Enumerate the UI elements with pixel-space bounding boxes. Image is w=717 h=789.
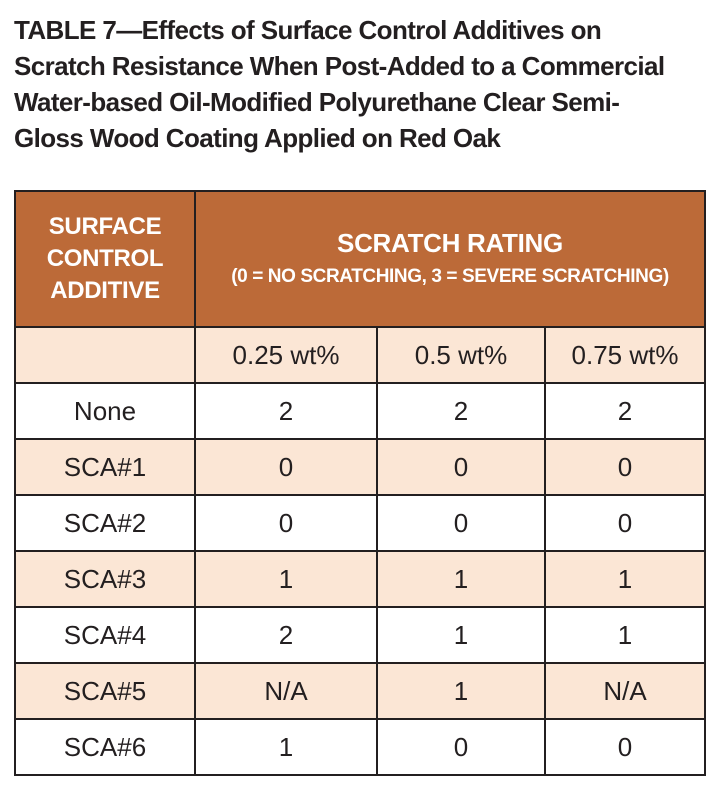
value-cell: 1 [195, 551, 377, 607]
table-caption [14, 12, 704, 156]
value-cell: 1 [377, 607, 545, 663]
unit-cell: 0.75 wt% [545, 327, 705, 383]
header-additive-line: CONTROL [46, 245, 164, 272]
header-additive [15, 191, 195, 327]
caption-line: Gloss Wood Coating Applied on Red Oak [14, 123, 501, 153]
rating-title: SCRATCH RATING [337, 228, 563, 258]
value-cell: 1 [377, 663, 545, 719]
header-scratch-rating [195, 191, 705, 327]
value-cell: 0 [377, 719, 545, 775]
units-row [15, 327, 705, 383]
value-cell: 1 [377, 551, 545, 607]
value-cell: 0 [195, 495, 377, 551]
additive-cell: SCA#5 [15, 663, 195, 719]
table-row [15, 663, 705, 719]
header-additive-line: ADDITIVE [50, 277, 160, 304]
value-cell: 0 [545, 719, 705, 775]
additive-cell: SCA#6 [15, 719, 195, 775]
value-cell: 0 [195, 439, 377, 495]
value-cell: 0 [377, 495, 545, 551]
caption-line: TABLE 7—Effects of Surface Control Additives on [14, 15, 602, 45]
caption-line: Scratch Resistance When Post-Added to a Commercial [14, 51, 665, 81]
table-row [15, 719, 705, 775]
caption-line: Water-based Oil-Modified Polyurethane Clear Semi- [14, 87, 620, 117]
value-cell: 2 [195, 607, 377, 663]
value-cell: 2 [195, 383, 377, 439]
table-row [15, 495, 705, 551]
value-cell: N/A [545, 663, 705, 719]
unit-cell: 0.5 wt% [377, 327, 545, 383]
units-blank-cell [15, 327, 195, 383]
additive-cell: SCA#4 [15, 607, 195, 663]
table-row [15, 439, 705, 495]
additive-cell: None [15, 383, 195, 439]
value-cell: 2 [545, 383, 705, 439]
scratch-rating-table [14, 190, 706, 776]
value-cell: 1 [545, 551, 705, 607]
additive-cell: SCA#1 [15, 439, 195, 495]
value-cell: 0 [377, 439, 545, 495]
unit-cell: 0.25 wt% [195, 327, 377, 383]
value-cell: 1 [195, 719, 377, 775]
value-cell: 1 [545, 607, 705, 663]
value-cell: 0 [545, 495, 705, 551]
rating-scale-note: (0 = NO SCRATCHING, 3 = SEVERE SCRATCHING) [231, 266, 669, 287]
value-cell: 2 [377, 383, 545, 439]
additive-cell: SCA#3 [15, 551, 195, 607]
table-row [15, 551, 705, 607]
value-cell: N/A [195, 663, 377, 719]
table-row [15, 383, 705, 439]
additive-cell: SCA#2 [15, 495, 195, 551]
header-row [15, 191, 705, 327]
value-cell: 0 [545, 439, 705, 495]
table-row [15, 607, 705, 663]
header-additive-line: SURFACE [48, 213, 162, 240]
